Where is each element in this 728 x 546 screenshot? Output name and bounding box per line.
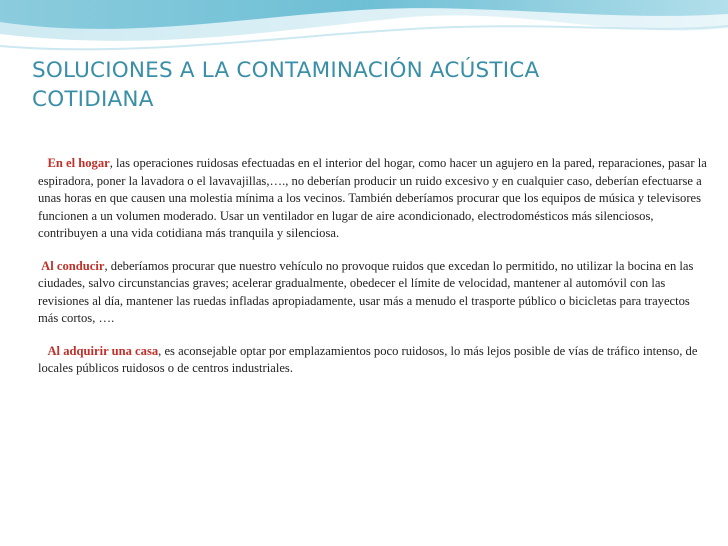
paragraph-casa: [38, 343, 710, 378]
paragraph-text: , es aconsejable optar por emplazamientos poco ruidosos, lo más lejos posible de vías de tráfico intenso, de locales públicos ruidosos o de centros industriales.: [38, 343, 698, 375]
slide-title-line-2: COTIDIANA: [32, 87, 154, 112]
wave-line: [0, 26, 728, 49]
lead-al-conducir: Al conducir: [41, 258, 105, 273]
slide-title: [32, 56, 692, 114]
paragraph-text: , deberíamos procurar que nuestro vehículo no provoque ruidos que excedan lo permitido, no utilizar la bocina en las ciudades, salvo circunstancias graves; acelerar gradualmente, obedecer el límite de velocidad, mantener al automóvil con las revisiones al día, mantener las ruedas infladas apropiadamente, usar más a menudo el trasporte público o bicicletas para trayectos más cortos, ….: [38, 258, 694, 325]
paragraph-hogar: [38, 155, 710, 243]
wave-layer-light: [0, 0, 728, 41]
slide-body: [38, 155, 710, 393]
lead-en-el-hogar: En el hogar: [47, 156, 110, 170]
lead-al-adquirir-una-casa: Al adquirir una casa: [47, 343, 159, 358]
wave-layer-dark: [0, 0, 728, 29]
paragraph-conducir: [38, 258, 710, 328]
paragraph-text: , las operaciones ruidosas efectuadas en el interior del hogar, como hacer un agujero en la pared, reparaciones, pasar la espiradora, poner la lavadora o el lavavajillas,…., no deberían producir un ruido excesivo y en cualquier caso, deberían efectuarse a unas horas en que causen una molestia mínima a los vecinos. También deberíamos procurar que los equipos de música y televisores funcionen a un volumen moderado. Usar un ventilador en lugar de aire acondicionado, electrodomésticos más silenciosos, contribuyen a una vida cotidiana más tranquila y silenciosa.: [38, 156, 707, 240]
slide-title-line-1: SOLUCIONES A LA CONTAMINACIÓN ACÚSTICA: [32, 58, 540, 83]
decorative-wave-banner: [0, 0, 728, 60]
